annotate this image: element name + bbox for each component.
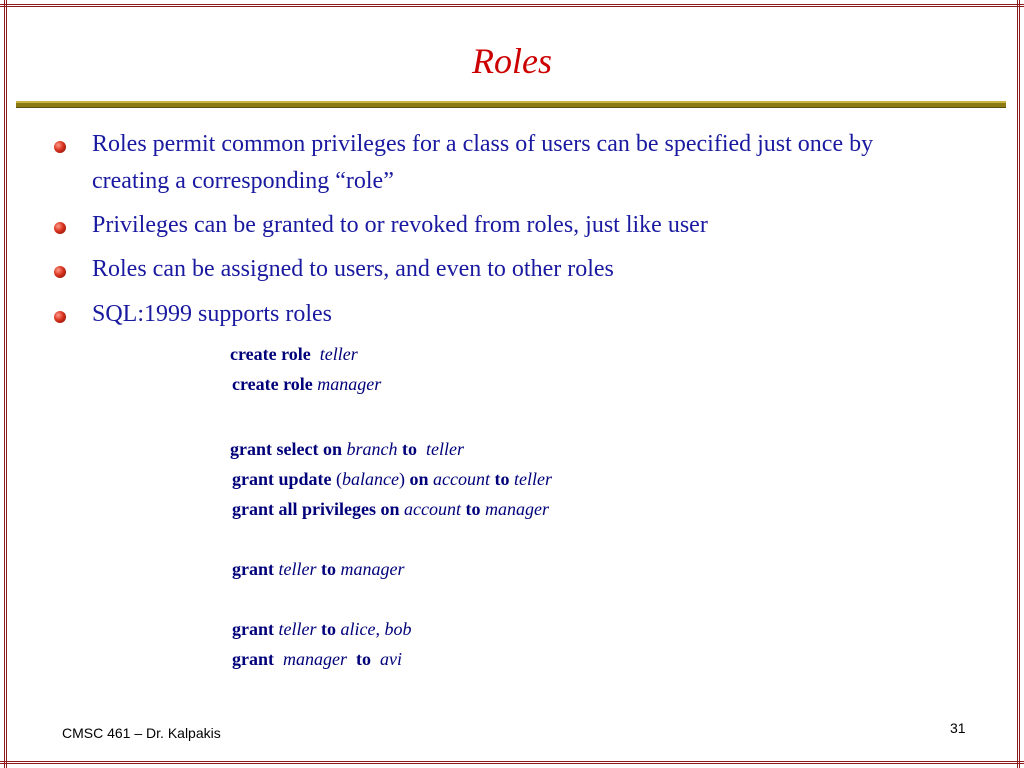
code-paren: (	[336, 469, 343, 489]
code-identifier: account	[433, 469, 490, 489]
code-identifier: avi	[380, 649, 402, 669]
slide-number: 31	[950, 720, 966, 736]
code-keyword: grant	[232, 649, 274, 669]
code-keyword: grant select on	[230, 439, 342, 459]
code-keyword: grant	[232, 619, 274, 639]
footer-course-label: CMSC 461 – Dr. Kalpakis	[62, 725, 221, 741]
code-identifier: balance	[342, 469, 399, 489]
code-identifier: alice, bob	[340, 619, 412, 639]
code-identifier: teller	[319, 344, 358, 364]
bullet-dot-icon	[54, 266, 66, 278]
code-keyword: to	[321, 619, 336, 639]
code-identifier: manager	[283, 649, 347, 669]
bullet-item-2: Privileges can be granted to or revoked from roles, just like user	[92, 212, 708, 238]
bullet-dot-icon	[54, 222, 66, 234]
code-identifier: teller	[425, 439, 464, 459]
code-keyword: to	[321, 559, 336, 579]
slide-title: Roles	[472, 41, 552, 81]
code-identifier: teller	[278, 559, 317, 579]
code-line-grant-update	[232, 468, 552, 490]
bullet-item-4: SQL:1999 supports roles	[92, 301, 332, 327]
frame-left-line	[4, 0, 7, 768]
code-line-create-teller	[230, 343, 358, 365]
code-keyword: grant all privileges on	[232, 499, 400, 519]
code-line-grant-all	[232, 498, 549, 520]
code-keyword: on	[409, 469, 429, 489]
code-keyword: grant	[232, 559, 274, 579]
code-keyword: to	[465, 499, 481, 519]
code-line-create-manager	[232, 373, 381, 395]
code-keyword: to	[401, 439, 417, 459]
bullet-item-1: Roles permit common privileges for a class of users can be specified just once by creating a corresponding “role”	[92, 131, 874, 194]
code-identifier: teller	[514, 469, 552, 489]
code-identifier: teller	[278, 619, 317, 639]
code-keyword: grant update	[232, 469, 332, 489]
frame-bottom-line	[0, 761, 1024, 764]
frame-right-line	[1017, 0, 1020, 768]
code-identifier: account	[404, 499, 461, 519]
code-keyword: to	[356, 649, 371, 669]
bullet-dot-icon	[54, 311, 66, 323]
code-line-grant-select	[230, 438, 464, 460]
code-keyword: create role	[230, 344, 311, 364]
code-line-grant-to-users	[232, 618, 411, 640]
code-identifier: manager	[317, 374, 382, 394]
frame-top-line	[0, 4, 1024, 7]
title-divider	[16, 101, 1006, 108]
code-identifier: manager	[340, 559, 405, 579]
code-paren: )	[399, 469, 405, 489]
code-keyword: create role	[232, 374, 313, 394]
code-line-grant-to-avi	[232, 648, 402, 670]
code-identifier: manager	[484, 499, 549, 519]
code-keyword: to	[494, 469, 510, 489]
code-line-grant-role-to-role	[232, 558, 405, 580]
code-identifier: branch	[346, 439, 398, 459]
bullet-dot-icon	[54, 141, 66, 153]
bullet-item-3: Roles can be assigned to users, and even to other roles	[92, 256, 614, 282]
